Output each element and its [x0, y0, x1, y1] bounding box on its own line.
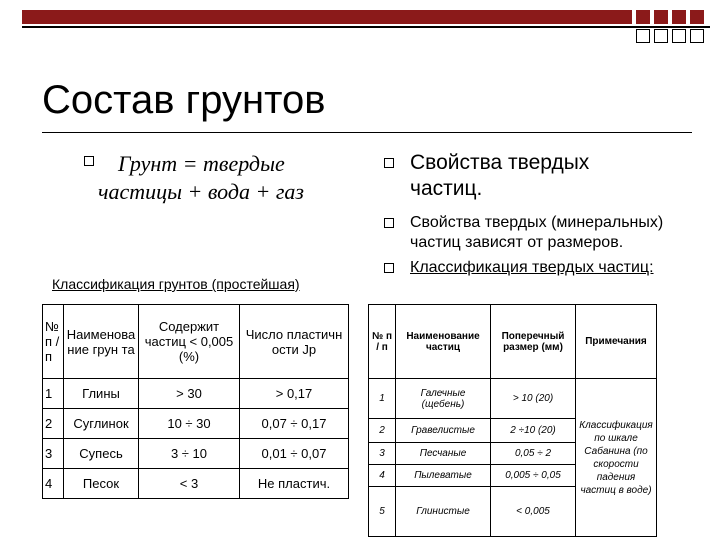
cell-plasticity: > 0,17 — [240, 379, 349, 409]
cell-size: > 10 (20) — [491, 379, 576, 419]
cell-num: 3 — [369, 443, 396, 465]
table-row — [43, 439, 349, 469]
header-name: Наименование частиц — [396, 305, 491, 379]
top-bar-square — [690, 10, 704, 24]
cell-size: 2 ÷10 (20) — [491, 419, 576, 443]
cell-num: 2 — [369, 419, 396, 443]
bullet2-line-2: частиц зависят от размеров. — [410, 234, 624, 251]
header-size: Поперечный размер (мм) — [491, 305, 576, 379]
header-num: № п / п — [43, 305, 64, 379]
particle-classification-heading: Классификация твердых частиц: — [410, 259, 654, 276]
bullet-square-icon — [384, 218, 394, 228]
cell-name: Песок — [64, 469, 139, 499]
slide-title: Состав грунтов — [42, 78, 326, 122]
cell-content: 10 ÷ 30 — [139, 409, 240, 439]
bullet2-line-1: Свойства твердых (минеральных) — [410, 214, 664, 231]
header-notes: Примечания — [576, 305, 657, 379]
table-header-row — [369, 305, 657, 379]
particle-classification-table — [368, 304, 657, 537]
cell-name: Глинистые — [396, 487, 491, 537]
cell-num: 4 — [43, 469, 64, 499]
cell-num: 1 — [369, 379, 396, 419]
table-row — [43, 469, 349, 499]
top-bar-square — [672, 10, 686, 24]
cell-note: Классификация по шкале Сабанина (по скорости падения частиц в воде) — [576, 379, 657, 537]
cell-plasticity: 0,07 ÷ 0,17 — [240, 409, 349, 439]
cell-content: < 3 — [139, 469, 240, 499]
table-row — [43, 379, 349, 409]
bullet-square-icon — [84, 156, 94, 166]
top-bar-outline-square — [636, 29, 650, 43]
cell-size: < 0,005 — [491, 487, 576, 537]
bullet-square-icon — [384, 263, 394, 273]
bullet1-line-2: частиц. — [410, 177, 483, 200]
header-plasticity: Число пластичн ости Jp — [240, 305, 349, 379]
soil-classification-table — [42, 304, 349, 499]
cell-name: Суглинок — [64, 409, 139, 439]
top-bar-outline-square — [690, 29, 704, 43]
table-header-row — [43, 305, 349, 379]
cell-num: 4 — [369, 465, 396, 487]
cell-name: Галечные (щебень) — [396, 379, 491, 419]
title-underline — [42, 132, 692, 133]
table-row — [369, 379, 657, 419]
header-name: Наименова ние грун та — [64, 305, 139, 379]
top-bar-outline-square — [672, 29, 686, 43]
header-num: № п / п — [369, 305, 396, 379]
cell-num: 5 — [369, 487, 396, 537]
cell-num: 1 — [43, 379, 64, 409]
top-bar-outline-square — [654, 29, 668, 43]
formula-line-2: частицы + вода + газ — [98, 179, 305, 204]
cell-name: Пылеватые — [396, 465, 491, 487]
top-decoration — [22, 10, 710, 36]
top-bar-rule — [22, 26, 710, 28]
cell-plasticity: Не пластич. — [240, 469, 349, 499]
formula-line-1: Грунт = твердые — [118, 151, 285, 176]
cell-name: Песчаные — [396, 443, 491, 465]
solid-particles-heading — [410, 150, 589, 202]
top-bar-dark-segment — [22, 10, 632, 24]
solid-particles-description — [410, 213, 663, 253]
cell-name: Гравелистые — [396, 419, 491, 443]
soil-classification-caption: Классификация грунтов (простейшая) — [52, 276, 300, 292]
cell-name: Супесь — [64, 439, 139, 469]
header-content: Содержит частиц < 0,005 (%) — [139, 305, 240, 379]
cell-size: 0,05 ÷ 2 — [491, 443, 576, 465]
soil-formula — [98, 150, 304, 206]
top-bar-square — [654, 10, 668, 24]
cell-plasticity: 0,01 ÷ 0,07 — [240, 439, 349, 469]
cell-size: 0,005 ÷ 0,05 — [491, 465, 576, 487]
cell-content: > 30 — [139, 379, 240, 409]
bullet1-line-1: Свойства твердых — [410, 151, 590, 174]
top-bar-square — [636, 10, 650, 24]
cell-num: 3 — [43, 439, 64, 469]
bullet-square-icon — [384, 158, 394, 168]
cell-num: 2 — [43, 409, 64, 439]
cell-content: 3 ÷ 10 — [139, 439, 240, 469]
cell-name: Глины — [64, 379, 139, 409]
table-row — [43, 409, 349, 439]
